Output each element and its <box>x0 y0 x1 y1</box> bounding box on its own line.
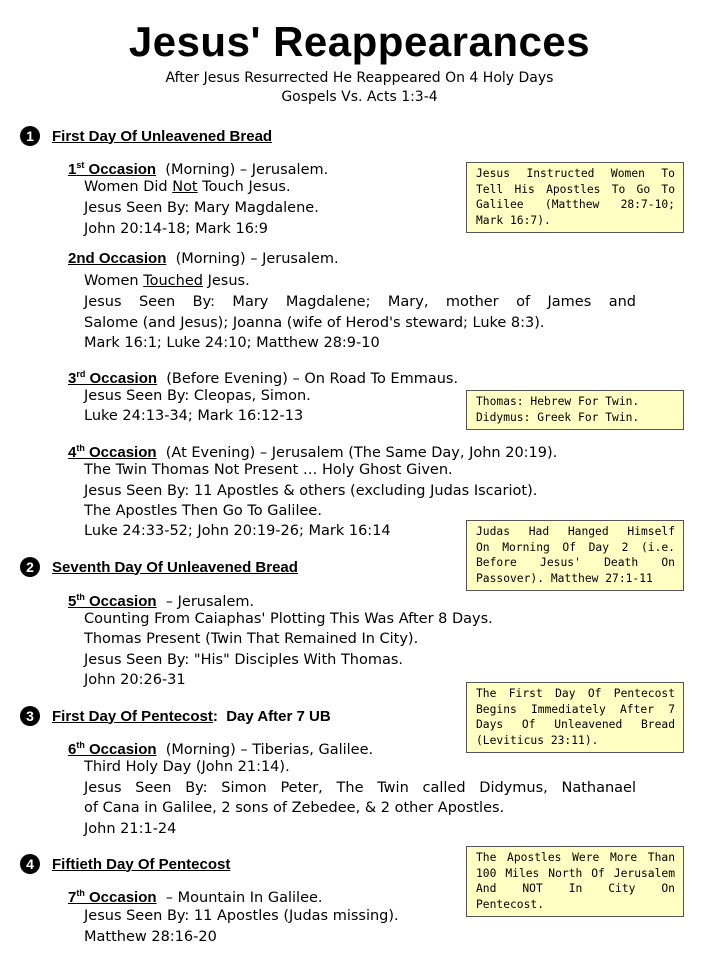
note-women-instructed: Jesus Instructed Women To Tell His Apostles To Go To Galilee (Matthew 28:7-10; Mark 16:7). <box>466 162 684 233</box>
section-heading-4 <box>20 854 230 874</box>
occasion-7-line-1: Jesus Seen By: 11 Apostles (Judas missing). <box>84 908 399 924</box>
occasion-5-line-1: Counting From Caiaphas' Plotting This Was After 8 Days. <box>84 611 493 627</box>
occasion-desc: – Mountain In Galilee. <box>165 890 323 906</box>
occasion-1-line-3: John 20:14-18; Mark 16:9 <box>84 221 269 237</box>
occasion-label: 6th Occasion <box>68 740 157 758</box>
occasion-6-line-4: John 21:1-24 <box>84 821 177 837</box>
section-title: First Day Of Unleavened Bread <box>52 127 273 145</box>
number-2-icon: 2 <box>20 557 40 577</box>
occasion-desc: (Before Evening) – On Road To Emmaus. <box>166 371 459 387</box>
section-heading-3 <box>20 706 331 726</box>
occasion-5-line-4: John 20:26-31 <box>84 672 186 688</box>
section-title: First Day Of Pentecost <box>52 707 213 725</box>
occasion-4-line-3: The Apostles Then Go To Galilee. <box>84 503 322 519</box>
occasion-label: 5th Occasion <box>68 592 157 610</box>
occasion-4-line-2: Jesus Seen By: 11 Apostles & others (excluding Judas Iscariot). <box>84 483 538 499</box>
occasion-2-line-3: Salome (and Jesus); Joanna (wife of Herod's steward; Luke 8:3). <box>84 315 545 331</box>
occasion-label: 3rd Occasion <box>68 369 158 387</box>
occasion-6-line-3: of Cana in Galilee, 2 sons of Zebedee, & 2 other Apostles. <box>84 800 505 816</box>
subtitle: After Jesus Resurrected He Reappeared On 4 Holy Days <box>165 70 554 86</box>
occasion-7-line-2: Matthew 28:16-20 <box>84 929 217 945</box>
note-apostles-galilee: The Apostles Were More Than 100 Miles North Of Jerusalem And NOT In City On Pentecost. <box>466 846 684 917</box>
occasion-4-line-1: The Twin Thomas Not Present … Holy Ghost Given. <box>84 462 453 478</box>
subtitle-reference: Gospels Vs. Acts 1:3-4 <box>281 89 438 105</box>
occasion-label: 4th Occasion <box>68 443 157 461</box>
note-judas: Judas Had Hanged Himself On Morning Of Day 2 (i.e. Before Jesus' Death On Passover). Matthew 27:1-11 <box>466 520 684 591</box>
occasion-2-line-1: Women Touched Jesus. <box>84 273 250 289</box>
number-3-icon: 3 <box>20 706 40 726</box>
occasion-1-line-1: Women Did Not Touch Jesus. <box>84 179 291 195</box>
occasion-2-line-2: Jesus Seen By: Mary Magdalene; Mary, mother of James and <box>84 294 636 310</box>
section-heading-1 <box>20 126 272 146</box>
occasion-desc: (At Evening) – Jerusalem (The Same Day, John 20:19). <box>165 445 558 461</box>
occasion-2-line-4: Mark 16:1; Luke 24:10; Matthew 28:9-10 <box>84 335 380 351</box>
occasion-4-line-4: Luke 24:33-52; John 20:19-26; Mark 16:14 <box>84 523 391 539</box>
occasion-desc: (Morning) – Jerusalem. <box>165 162 329 178</box>
occasion-label: 1st Occasion <box>68 160 157 178</box>
occasion-5-line-3: Jesus Seen By: "His" Disciples With Thomas. <box>84 652 404 668</box>
page-title: Jesus' Reappearances <box>128 18 591 65</box>
occasion-7-heading <box>68 883 323 908</box>
note-thomas-didymus: Thomas: Hebrew For Twin. Didymus: Greek For Twin. <box>466 390 684 430</box>
number-4-icon: 4 <box>20 854 40 874</box>
section-subtitle: : Day After 7 UB <box>212 707 331 725</box>
occasion-6-line-2: Jesus Seen By: Simon Peter, The Twin called Didymus, Nathanael <box>84 780 636 796</box>
occasion-3-line-1: Jesus Seen By: Cleopas, Simon. <box>84 388 311 404</box>
occasion-desc: (Morning) – Tiberias, Galilee. <box>165 742 374 758</box>
occasion-desc: – Jerusalem. <box>165 594 255 610</box>
occasion-3-line-2: Luke 24:13-34; Mark 16:12-13 <box>84 408 304 424</box>
occasion-label: 2nd Occasion <box>68 250 167 267</box>
section-title: Fiftieth Day Of Pentecost <box>52 855 231 873</box>
occasion-label: 7th Occasion <box>68 888 157 906</box>
occasion-5-line-2: Thomas Present (Twin That Remained In City). <box>84 631 419 647</box>
section-heading-2 <box>20 557 298 577</box>
number-1-icon: 1 <box>20 126 40 146</box>
note-pentecost-begins: The First Day Of Pentecost Begins Immediately After 7 Days Of Unleavened Bread (Leviticus 23:11). <box>466 682 684 753</box>
section-title: Seventh Day Of Unleavened Bread <box>52 558 298 576</box>
occasion-2-heading <box>68 249 339 269</box>
occasion-desc: (Morning) – Jerusalem. <box>175 251 339 267</box>
occasion-6-line-1: Third Holy Day (John 21:14). <box>84 759 290 775</box>
occasion-1-line-2: Jesus Seen By: Mary Magdalene. <box>84 200 319 216</box>
